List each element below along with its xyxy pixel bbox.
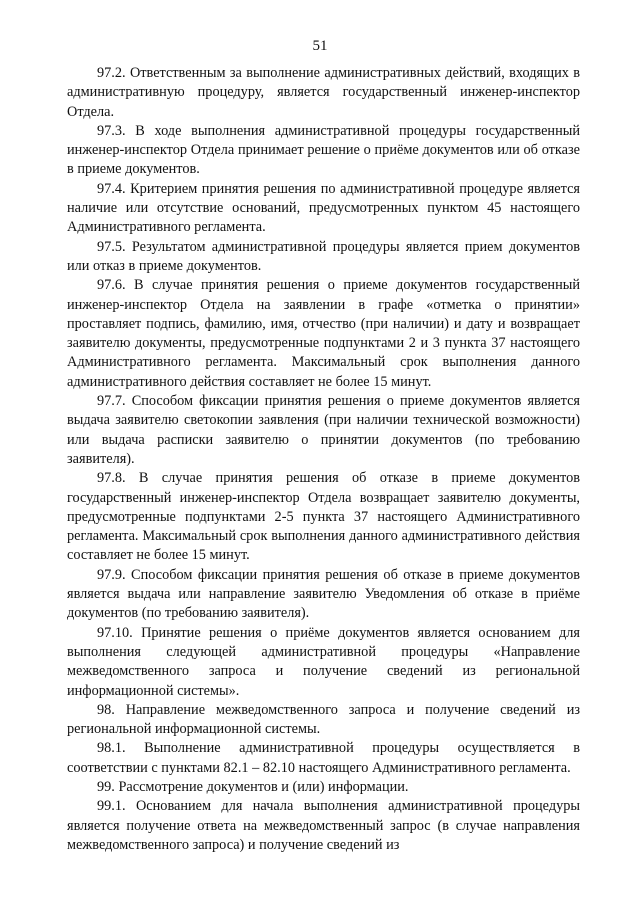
- paragraph-97-3: 97.3. В ходе выполнения административной процедуры государственный инженер-инспектор Отдела принимает решение о приёме документов или об отказе в приеме документов.: [67, 122, 580, 178]
- paragraph-99-1: 99.1. Основанием для начала выполнения административной процедуры является получение ответа на межведомственный запрос (в случае направления межведомственного запроса) и получение сведений из: [67, 798, 580, 853]
- paragraph-97-10: 97.10. Принятие решения о приёме документов является основанием для выполнения следующей административной процедуры «Направление межведомственного запроса и получение сведений из региональной информационной системы».: [67, 624, 580, 699]
- paragraph-99: 99. Рассмотрение документов и (или) информации.: [97, 778, 409, 795]
- paragraph-97-7: 97.7. Способом фиксации принятия решения о приеме документов является выдача заявителю светокопии заявления (при наличии технической возможности) или выдача расписки заявителю о принятии документов (по требованию заявителя).: [67, 393, 580, 467]
- paragraph-97-5: 97.5. Результатом административной процедуры является прием документов или отказ в приеме документов.: [67, 238, 580, 274]
- paragraph-98: 98. Направление межведомственного запроса и получение сведений из региональной информационной системы.: [67, 701, 580, 738]
- paragraph-97-4: 97.4. Критерием принятия решения по административной процедуре является наличие или отсутствие оснований, предусмотренных пунктом 45 настоящего Административного регламента.: [67, 180, 580, 236]
- paragraph-97-2: 97.2. Ответственным за выполнение административных действий, входящих в административную процедуру, является государственный инженер-инспектор Отдела.: [67, 65, 580, 120]
- document-body: [67, 64, 580, 855]
- paragraph-97-8: 97.8. В случае принятия решения об отказе в приеме документов государственный инженер-инспектор Отдела возвращает заявителю документы, предусмотренные подпунктами 2-5 пункта 37 настоящего Административного регламента. Максимальный срок выполнения данного административного действия составляет не более 15 минут.: [67, 470, 580, 564]
- page-number: 51: [312, 38, 328, 54]
- paragraph-98-1: 98.1. Выполнение административной процедуры осуществляется в соответствии с пунктами 82.1 – 82.10 настоящего Административного регламента.: [67, 740, 580, 776]
- paragraph-97-9: 97.9. Способом фиксации принятия решения об отказе в приеме документов является выдача или направление заявителю Уведомления об отказе в приёме документов (по требованию заявителя).: [67, 566, 580, 622]
- paragraph-97-6: 97.6. В случае принятия решения о приеме документов государственный инженер-инспектор Отдела на заявлении в графе «отметка о принятии» проставляет подпись, фамилию, имя, отчество (при наличии) и дату и возвращает заявителю документы, предусмотренные подпунктами 2 и 3 пункта 37 настоящего Административного регламента. Максимальный срок выполнения данного административного действия составляет не более 15 минут.: [67, 277, 580, 390]
